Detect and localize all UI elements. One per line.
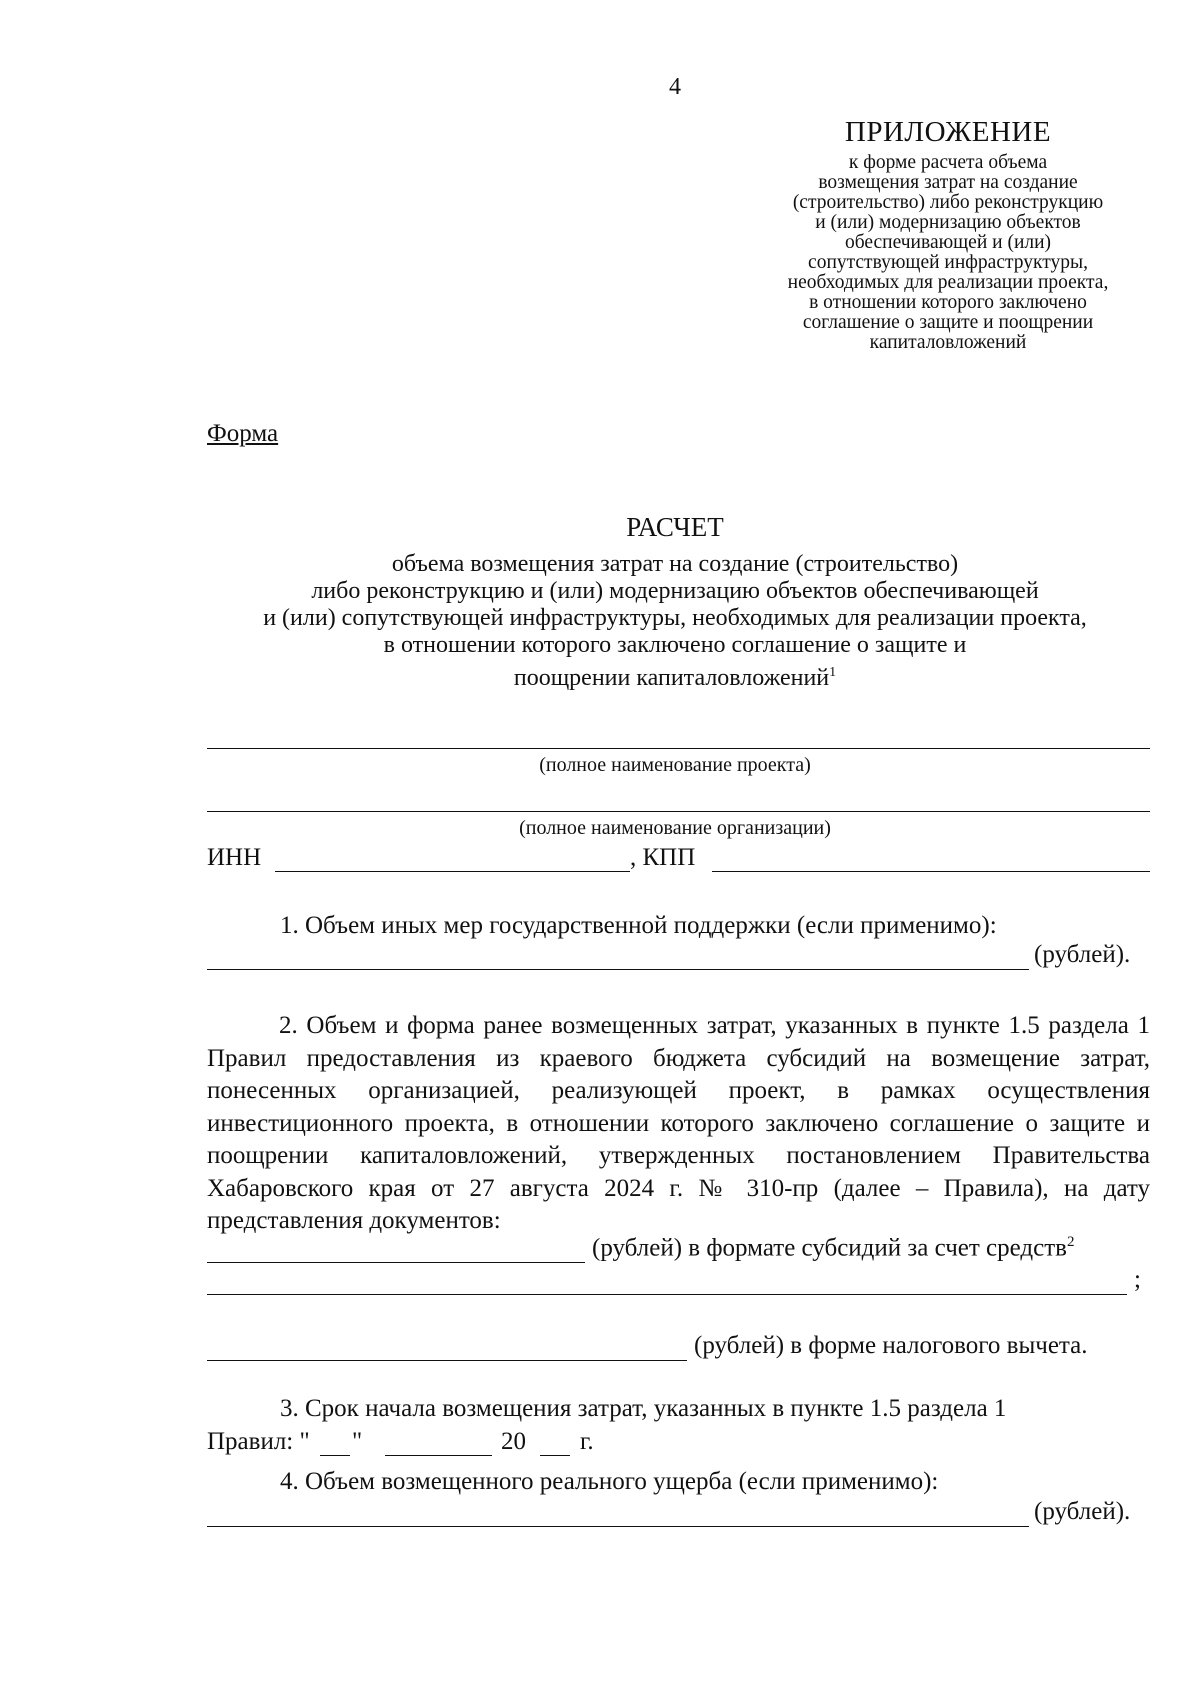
item4-unit: (рублей).: [1034, 1498, 1131, 1525]
heading-line: объема возмещения затрат на создание (строительство): [391, 551, 959, 577]
item4-text: 4. Объем возмещенного реального ущерба (если применимо):: [280, 1468, 939, 1495]
semicolon: ;: [1134, 1266, 1141, 1293]
footnote-mark: 2: [1066, 1234, 1075, 1250]
appendix-title: ПРИЛОЖЕНИЕ: [844, 116, 1052, 148]
heading-line-last: [200, 659, 1150, 692]
start-year-field[interactable]: [540, 1455, 570, 1456]
project-name-line[interactable]: [207, 748, 1150, 749]
inn-field[interactable]: [275, 871, 630, 872]
item1-text: 1. Объем иных мер государственной поддержки (если применимо):: [280, 912, 997, 939]
tax-deduction-text: (рублей) в форме налогового вычета.: [694, 1332, 1088, 1359]
heading-line: в отношении которого заключено соглашение о защите и: [383, 632, 967, 658]
calculation-heading: [200, 512, 1150, 692]
appendix-line: (строительство) либо реконструкцию: [792, 192, 1104, 213]
quote-close: ": [352, 1428, 363, 1455]
subsidy-text: [592, 1234, 1074, 1262]
appendix-block: [748, 116, 1148, 353]
item3-prefix: Правил: ": [207, 1428, 310, 1455]
heading-line: либо реконструкцию и (или) модернизацию объектов обеспечивающей: [311, 578, 1039, 604]
appendix-line: необходимых для реализации проекта,: [787, 272, 1109, 293]
heading-title: РАСЧЕТ: [626, 512, 724, 542]
appendix-line: капиталовложений: [869, 332, 1027, 353]
organization-name-caption: (полное наименование организации): [519, 817, 831, 839]
appendix-line: и (или) модернизацию объектов: [815, 212, 1081, 233]
appendix-line: обеспечивающей и (или): [844, 232, 1052, 253]
tax-deduction-amount-field[interactable]: [207, 1360, 687, 1361]
start-month-field[interactable]: [385, 1455, 492, 1456]
item2-paragraph: 2. Объем и форма ранее возмещенных затрат, указанных в пункте 1.5 раздела 1 Правил предоставления из краевого бюджета субсидий на возмещение затрат, понесенных организацией, реализующей проект, в рамках осуществления инвестиционного проекта, в отношении которого заключено соглашение о защите и поощрении капиталовложений, утвержденных постановлением Правительства Хабаровского края от 27 августа 2024 г. № 310-пр (далее – Правила), на дату представления документов:: [207, 1012, 1150, 1234]
kpp-field[interactable]: [712, 871, 1150, 872]
heading-line: поощрении капиталовложений: [513, 665, 830, 691]
subsidy-amount-field[interactable]: [207, 1262, 585, 1263]
subsidy-source-field[interactable]: [207, 1294, 1127, 1295]
appendix-line: соглашение о защите и поощрении: [802, 312, 1094, 333]
kpp-label: , КПП: [630, 844, 696, 871]
item1-unit: (рублей).: [1034, 941, 1131, 968]
heading-line: и (или) сопутствующей инфраструктуры, необходимых для реализации проекта,: [263, 605, 1087, 631]
organization-name-line[interactable]: [207, 811, 1150, 812]
inn-label: ИНН: [207, 844, 262, 871]
project-name-caption: (полное наименование проекта): [539, 754, 811, 776]
form-label: Форма: [207, 420, 279, 447]
appendix-line: возмещения затрат на создание: [818, 172, 1078, 193]
footnote-mark: 1: [829, 665, 837, 680]
appendix-line: в отношении которого заключено: [809, 292, 1087, 313]
page-number: 4: [669, 74, 681, 100]
item1-amount-field[interactable]: [207, 969, 1029, 970]
year-suffix: г.: [580, 1428, 594, 1455]
start-day-field[interactable]: [320, 1455, 350, 1456]
year-prefix: 20: [501, 1428, 526, 1455]
subsidy-label: (рублей) в формате субсидий за счет средств: [592, 1234, 1067, 1262]
item4-amount-field[interactable]: [207, 1526, 1029, 1527]
item3-text: 3. Срок начала возмещения затрат, указанных в пункте 1.5 раздела 1: [280, 1395, 1007, 1422]
appendix-line: сопутствующей инфраструктуры,: [808, 252, 1088, 273]
appendix-line: к форме расчета объема: [848, 152, 1048, 173]
